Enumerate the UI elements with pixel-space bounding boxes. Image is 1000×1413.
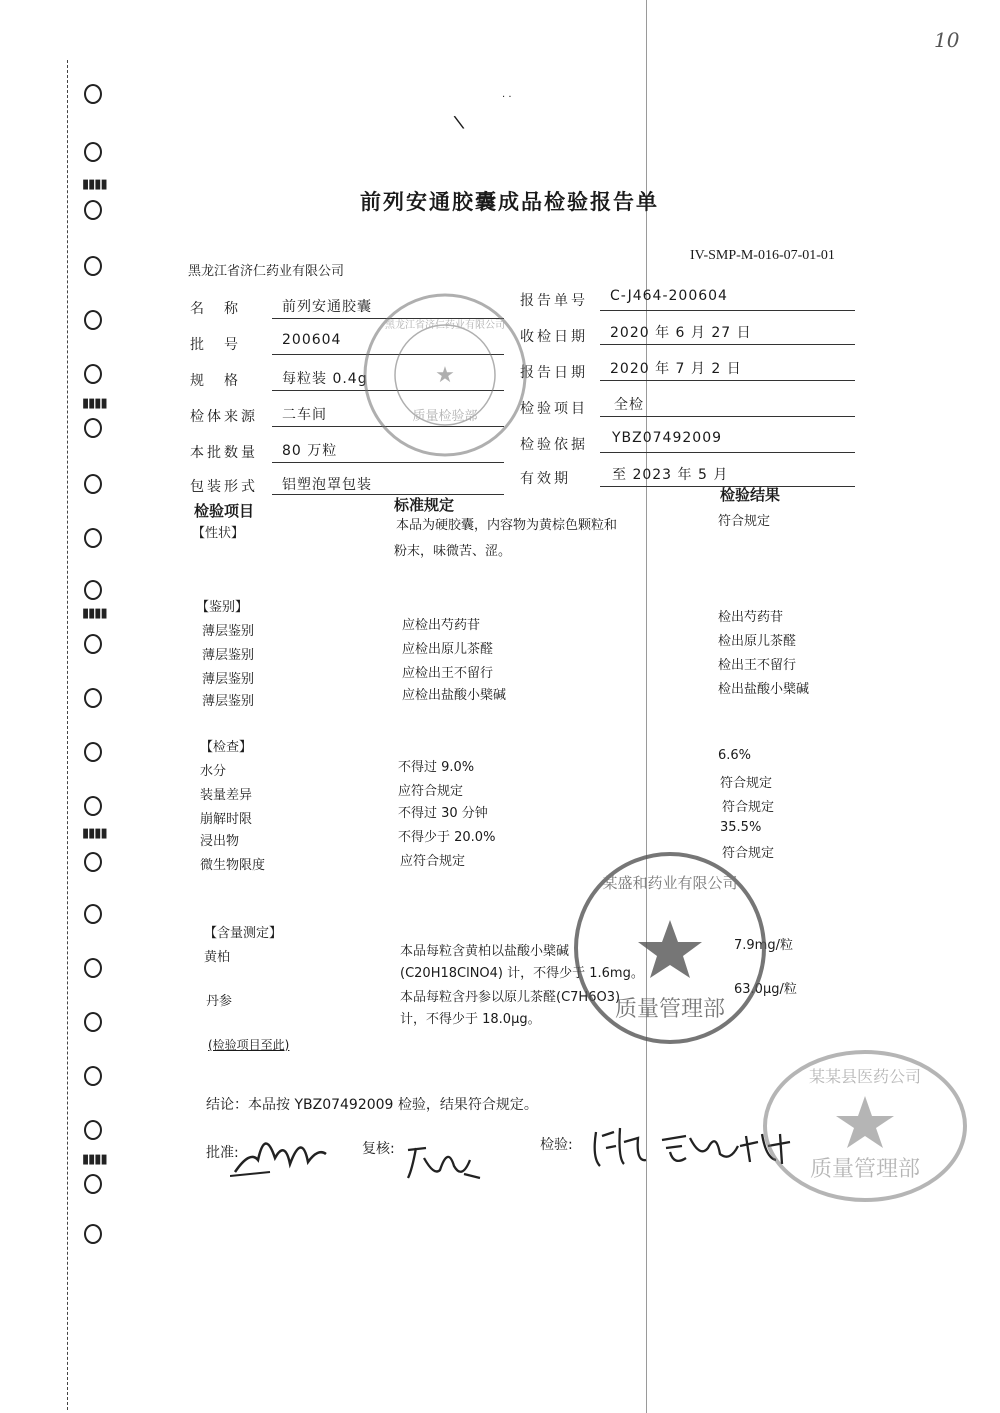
punch-hole — [84, 310, 102, 330]
field-value-report-no: C-J464-200604 — [610, 288, 728, 304]
identification-item: 薄层鉴别 — [202, 694, 255, 709]
identification-result: 检出芍药苷 — [718, 610, 784, 625]
field-label-test-items: 检验项目 — [520, 401, 588, 417]
assay-standard: (C20H18ClNO4) 计，不得少于 1.6mg。 — [400, 966, 644, 981]
assay-standard: 计，不得少于 18.0μg。 — [400, 1012, 541, 1027]
field-value-expiry: 至 2023 年 5 月 — [612, 467, 729, 483]
corner-stamp — [760, 1046, 970, 1206]
punch-hole — [84, 958, 102, 978]
field-underline — [272, 494, 504, 495]
properties-result: 符合规定 — [718, 514, 771, 529]
punch-hole — [84, 1224, 102, 1244]
qa-stamp — [570, 848, 770, 1048]
inspection-result: 符合规定 — [722, 846, 775, 861]
inspection-standard: 不得少于 20.0% — [398, 830, 496, 845]
properties-standard: 粉末，味微苦、涩。 — [394, 544, 512, 559]
identification-standard: 应检出芍药苷 — [402, 618, 481, 633]
properties-standard: 本品为硬胶囊，内容物为黄棕色颗粒和 — [396, 518, 618, 533]
field-value-test-items: 全检 — [614, 397, 644, 413]
approve-label: 批准: — [206, 1145, 239, 1161]
identification-result: 检出盐酸小檗碱 — [718, 682, 810, 697]
inspection-item: 水分 — [200, 764, 227, 779]
punch-hole — [84, 1120, 102, 1140]
field-underline — [272, 462, 504, 463]
field-value-spec: 每粒装 0.4g — [282, 371, 368, 387]
punch-hole — [84, 200, 102, 220]
inspection-result: 符合规定 — [722, 800, 775, 815]
field-underline — [600, 416, 855, 417]
identification-item: 薄层鉴别 — [202, 648, 255, 663]
punch-hole — [84, 1174, 102, 1194]
field-value-quantity: 80 万粒 — [282, 443, 338, 459]
inspection-stamp — [360, 290, 530, 460]
assay-item: 黄柏 — [204, 950, 231, 965]
scan-mark: \ — [452, 111, 466, 134]
perforation-mark: ▮▮▮▮ — [82, 396, 107, 411]
section-inspection: 【检查】 — [200, 740, 253, 755]
punch-hole — [84, 796, 102, 816]
identification-item: 薄层鉴别 — [202, 672, 255, 687]
section-identification: 【鉴别】 — [196, 600, 249, 615]
punch-hole — [84, 1066, 102, 1086]
field-underline — [600, 452, 855, 453]
field-underline — [600, 344, 855, 345]
svg-text:★: ★ — [435, 363, 455, 388]
identification-result: 检出王不留行 — [718, 658, 797, 673]
assay-result: 63.0μg/粒 — [734, 982, 797, 997]
perforation-mark: ▮▮▮▮ — [82, 1152, 107, 1167]
section-properties: 【性状】 — [192, 526, 245, 541]
review-label: 复核: — [362, 1141, 395, 1157]
punch-hole — [84, 84, 102, 104]
assay-standard: 本品每粒含丹参以原儿茶醛(C7H6O3) — [400, 990, 621, 1005]
field-label-basis: 检验依据 — [520, 437, 588, 453]
punch-hole — [84, 634, 102, 654]
header-item: 检验项目 — [194, 502, 255, 520]
stamp-top-text: 某盛和药业有限公司 — [602, 874, 738, 892]
inspection-standard: 不得过 9.0% — [398, 760, 475, 775]
inspection-item: 浸出物 — [200, 834, 240, 849]
inspection-item: 微生物限度 — [200, 858, 266, 873]
field-value-packaging: 铝塑泡罩包装 — [282, 477, 372, 493]
punch-hole — [84, 852, 102, 872]
field-label-batch: 批 号 — [190, 337, 241, 353]
punch-hole — [84, 688, 102, 708]
scan-mark: · · — [502, 92, 512, 103]
field-value-batch: 200604 — [282, 332, 342, 348]
page-number: 10 — [934, 28, 960, 52]
identification-standard: 应检出盐酸小檗碱 — [402, 688, 507, 703]
report-title: 前列安通胶囊成品检验报告单 — [360, 190, 659, 214]
inspection-result: 符合规定 — [720, 776, 773, 791]
perforation-line — [67, 60, 68, 1410]
end-note: (检验项目至此) — [208, 1038, 290, 1052]
punch-hole — [84, 256, 102, 276]
inspection-standard: 应符合规定 — [398, 784, 464, 799]
field-label-receive-date: 收检日期 — [520, 329, 588, 345]
punch-hole — [84, 474, 102, 494]
perforation-mark: ▮▮▮▮ — [82, 826, 107, 841]
field-value-receive-date: 2020 年 6 月 27 日 — [610, 325, 752, 341]
review-signature — [404, 1136, 484, 1186]
field-label-quantity: 本批数量 — [190, 445, 258, 461]
field-value-source: 二车间 — [282, 407, 327, 423]
field-label-report-date: 报告日期 — [520, 365, 588, 381]
punch-holes — [80, 0, 110, 1413]
perforation-mark: ▮▮▮▮ — [82, 606, 107, 621]
assay-result: 7.9mg/粒 — [734, 938, 793, 953]
identification-item: 薄层鉴别 — [202, 624, 255, 639]
inspect-label: 检验: — [540, 1137, 573, 1153]
stamp-bottom-text: 质量管理部 — [809, 1157, 921, 1182]
identification-result: 检出原儿茶醛 — [718, 634, 797, 649]
inspection-item: 崩解时限 — [200, 812, 253, 827]
punch-hole — [84, 742, 102, 762]
field-label-expiry: 有效期 — [520, 471, 571, 487]
inspection-result: 6.6% — [718, 748, 752, 763]
punch-hole — [84, 418, 102, 438]
field-value-basis: YBZ07492009 — [612, 430, 723, 446]
punch-hole — [84, 142, 102, 162]
conclusion: 结论：本品按 YBZ07492009 检验，结果符合规定。 — [206, 1097, 538, 1113]
field-label-source: 检体来源 — [190, 409, 258, 425]
company-name: 黑龙江省济仁药业有限公司 — [188, 264, 345, 279]
section-assay: 【含量测定】 — [204, 926, 283, 941]
stamp-top-text: 黑龙江省济仁药业有限公司 — [385, 320, 505, 331]
inspection-standard: 应符合规定 — [400, 854, 466, 869]
stamp-top-text: 某某县医药公司 — [808, 1067, 922, 1086]
approve-signature — [230, 1120, 330, 1180]
field-value-report-date: 2020 年 7 月 2 日 — [610, 361, 742, 377]
perforation-mark: ▮▮▮▮ — [82, 177, 107, 192]
field-label-name: 名 称 — [190, 301, 241, 317]
identification-standard: 应检出王不留行 — [402, 666, 494, 681]
field-underline — [600, 310, 855, 311]
punch-hole — [84, 904, 102, 924]
field-label-report-no: 报告单号 — [520, 293, 588, 309]
header-result: 检验结果 — [720, 486, 781, 504]
document-code: IV-SMP-M-016-07-01-01 — [690, 248, 835, 263]
punch-hole — [84, 1012, 102, 1032]
stamp-inner-text: 质量检验部 — [412, 409, 478, 424]
field-underline — [600, 380, 855, 381]
identification-standard: 应检出原儿茶醛 — [402, 642, 494, 657]
punch-hole — [84, 580, 102, 600]
assay-item: 丹参 — [206, 994, 233, 1009]
punch-hole — [84, 364, 102, 384]
header-standard: 标准规定 — [394, 496, 455, 514]
stamp-bottom-text: 质量管理部 — [614, 997, 726, 1022]
field-value-name: 前列安通胶囊 — [282, 299, 372, 315]
field-label-packaging: 包装形式 — [190, 479, 258, 495]
inspection-result: 35.5% — [720, 820, 762, 835]
inspection-standard: 不得过 30 分钟 — [398, 806, 488, 821]
assay-standard: 本品每粒含黄柏以盐酸小檗碱 — [400, 944, 570, 959]
punch-hole — [84, 528, 102, 548]
inspection-item: 装量差异 — [200, 788, 253, 803]
field-label-spec: 规 格 — [190, 373, 241, 389]
